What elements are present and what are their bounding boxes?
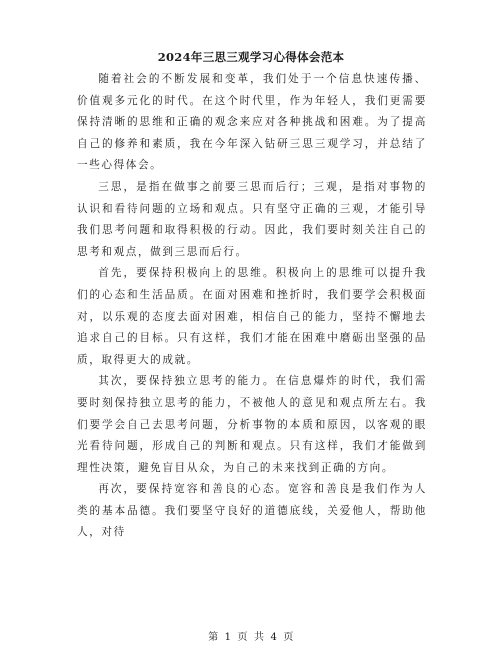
footer-total-pages: 4 xyxy=(270,632,278,643)
footer-prefix: 第 xyxy=(208,632,219,643)
document-title: 2024年三思三观学习心得体会范本 xyxy=(157,50,345,64)
document-body xyxy=(77,69,427,544)
paragraph-intro: 随着社会的不断发展和变革，我们处于一个信息快速传播、价值观多元化的时代。在这个时代里，作为年轻人，我们更需要保持清晰的思维和正确的观念来应对各种挑战和困难。为了提高自己的修养和素质，我在今年深入钻研三思三观学习，并总结了一些心得体会。 xyxy=(77,73,427,172)
footer-total-unit: 页 xyxy=(283,632,294,643)
paragraph-independent-thinking: 其次，要保持独立思考的能力。在信息爆炸的时代，我们需要时刻保持独立思考的能力，不被他人的意见和观点所左右。我们要学会自己去思考问题，分析事物的本质和原因，以客观的眼光看待问题，形成自己的判断和观点。只有这样，我们才能做到理性决策，避免盲目从众，为自己的未来找到正确的方向。 xyxy=(77,375,427,474)
footer-page-number: 1 xyxy=(224,632,232,643)
footer-unit: 页 xyxy=(237,632,248,643)
page-footer xyxy=(0,628,502,643)
paragraph-positive-thinking: 首先，要保持积极向上的思维。积极向上的思维可以提升我们的心态和生活品质。在面对困难和挫折时，我们要学会积极面对，以乐观的态度去面对困难，相信自己的能力，坚持不懈地去追求自己的目标。只有这样，我们才能在困难中磨砺出坚强的品质，取得更大的成就。 xyxy=(77,267,427,366)
paragraph-definition: 三思，是指在做事之前要三思而后行；三观，是指对事物的认识和看待问题的立场和观点。只有坚守正确的三观，才能引导我们思考问题和取得积极的行动。因此，我们要时刻关注自己的思考和观点，做到三思而后行。 xyxy=(77,180,427,258)
paragraph-tolerance: 再次，要保持宽容和善良的心态。宽容和善良是我们作为人类的基本品德。我们要坚守良好的道德底线，关爱他人，帮助他人，对待 xyxy=(77,483,427,539)
footer-total-prefix: 共 xyxy=(254,632,265,643)
